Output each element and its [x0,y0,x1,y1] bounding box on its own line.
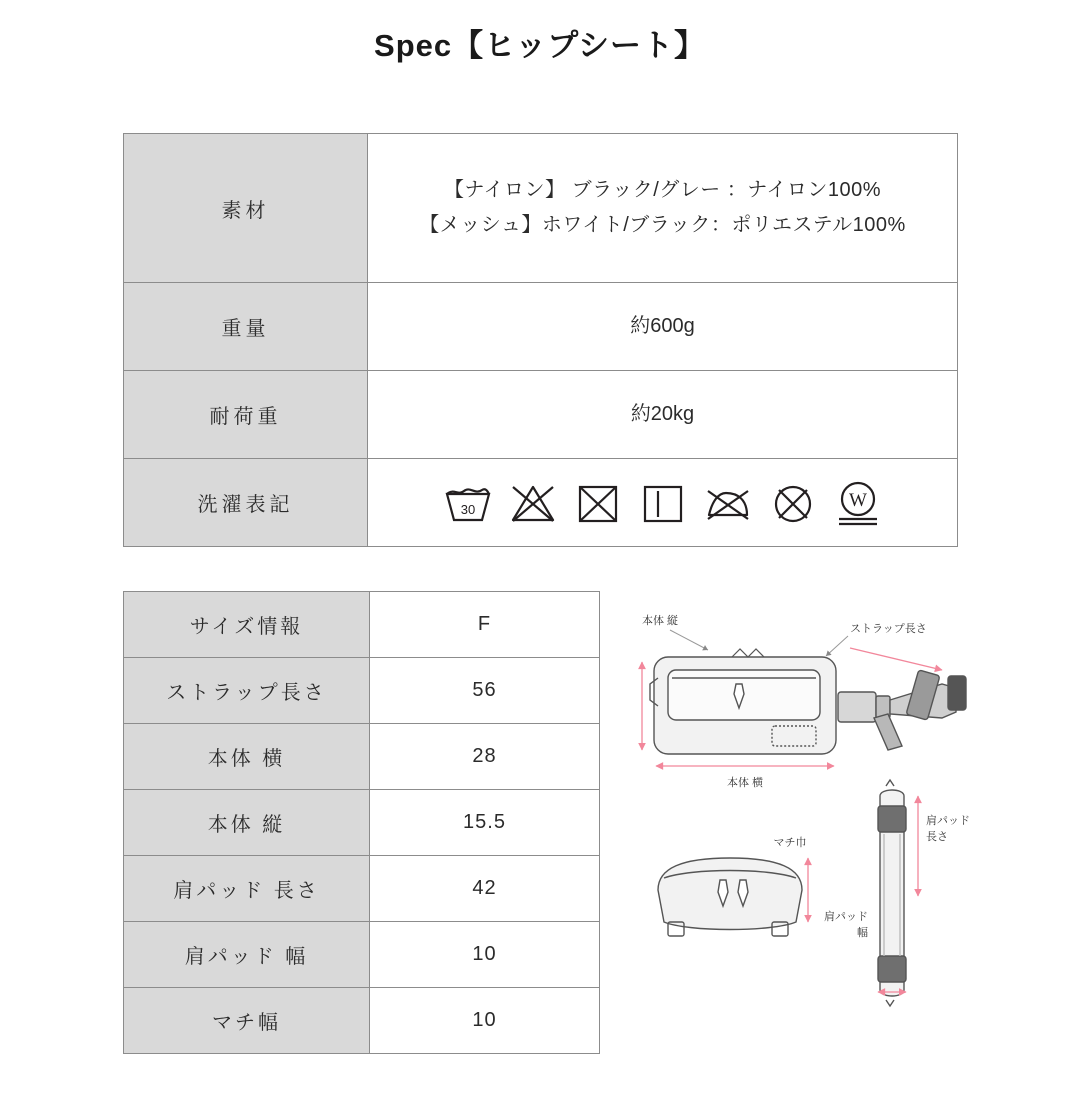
label-pad-width-2: 幅 [857,927,868,939]
size-value-pad-width: 10 [370,922,600,988]
line-dry-icon [639,482,687,524]
table-row [124,592,600,658]
material-line-2: 【メッシュ】ホワイト/ブラック：ポリエステル100% [419,214,906,236]
size-label-size-info: サイズ情報 [124,592,370,658]
label-body-width: 本体 横 [726,777,764,789]
wet-clean-w-icon [834,479,882,527]
label-pad-length-1: 肩パッド [926,815,970,827]
size-value-pad-length: 42 [370,856,600,922]
table-row [124,371,958,459]
table-row [124,790,600,856]
wash-30-icon [444,482,492,524]
size-label-pad-length: 肩パッド 長さ [124,856,370,922]
spec-label-wash: 洗濯表記 [124,459,368,547]
label-strap-length: ストラップ長さ [850,623,927,635]
size-value-gusset-width: 10 [370,988,600,1054]
table-row [124,658,600,724]
size-table [123,591,600,1054]
table-row [124,856,600,922]
spec-value-wash [368,459,958,547]
spec-value-weight: 約600g [368,283,958,371]
label-pad-width-1: 肩パッド [824,911,868,923]
size-label-gusset-width: マチ幅 [124,988,370,1054]
table-row [124,283,958,371]
table-row [124,459,958,547]
size-value-body-width: 28 [370,724,600,790]
wash-care-icon-group [380,479,945,527]
size-label-body-height: 本体 縦 [124,790,370,856]
no-bleach-icon [509,482,557,524]
size-value-size-info: F [370,592,600,658]
size-label-body-width: 本体 横 [124,724,370,790]
svg-text:W: W [848,489,867,511]
table-row [124,988,600,1054]
label-body-height: 本体 縦 [642,615,679,627]
spec-label-material: 素材 [124,134,368,283]
size-value-body-height: 15.5 [370,790,600,856]
size-label-pad-width: 肩パッド 幅 [124,922,370,988]
label-gusset-width: マチ巾 [773,837,807,849]
page-title: Spec【ヒップシート】 [374,28,706,63]
spec-table [123,133,958,547]
table-row [124,724,600,790]
label-pad-length-2: 長さ [926,831,948,843]
measurement-diagram [612,600,1012,1050]
no-tumble-dry-icon [574,482,622,524]
svg-text:30: 30 [460,501,475,517]
no-iron-icon [704,482,752,524]
table-row [124,134,958,283]
table-row [124,922,600,988]
spec-value-material [368,134,958,283]
spec-label-weight: 重量 [124,283,368,371]
material-line-1: 【ナイロン】 ブラック/グレー ：ナイロン100% [443,179,882,201]
spec-label-load: 耐荷重 [124,371,368,459]
no-dry-clean-icon [769,482,817,524]
spec-value-load: 約20kg [368,371,958,459]
size-label-strap-length: ストラップ長さ [124,658,370,724]
size-value-strap-length: 56 [370,658,600,724]
